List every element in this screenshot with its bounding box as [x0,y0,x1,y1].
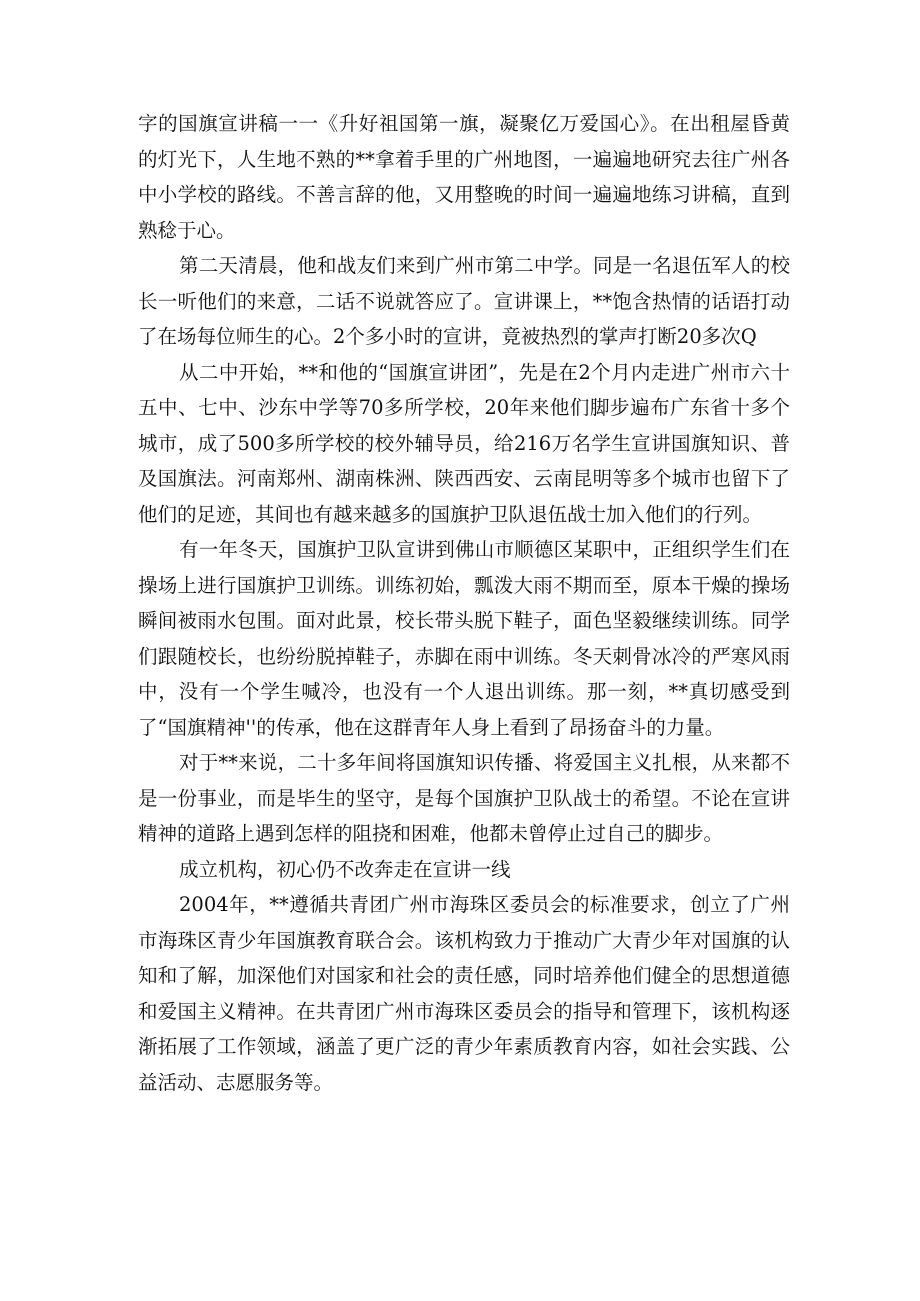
paragraph-1: 字的国旗宣讲稿一一《升好祖国第一旗，凝聚亿万爱国心》。在出租屋昏黄的灯光下，人生地不熟的**拿着手里的广州地图，一遍遍地研究去往广州各中小学校的路线。不善言辞的他，又用整晚的时间一遍遍地练习讲稿，直到熟稔于心。 [138,112,790,242]
section-heading: 成立机构，初心仍不改奔走在宣讲一线 [179,857,511,881]
paragraph-2: 第二天清晨，他和战友们来到广州市第二中学。同是一名退伍军人的校长一听他们的来意，二话不说就答应了。宣讲课上，**饱含热情的话语打动了在场每位师生的心。2个多小时的宣讲，竟被热烈的掌声打断20多次Q [138,254,790,348]
document-page [138,106,790,1100]
paragraph-6: 2004年，**遵循共青团广州市海珠区委员会的标准要求，创立了广州市海珠区青少年国旗教育联合会。该机构致力于推动广大青少年对国旗的认知和了解，加深他们对国家和社会的责任感，同时培养他们健全的思想道德和爱国主义精神。在共青团广州市海珠区委员会的指导和管理下，该机构逐渐拓展了工作领域，涵盖了更广泛的青少年素质教育内容，如社会实践、公益活动、志愿服务等。 [138,893,790,1094]
paragraph-4: 有一年冬天，国旗护卫队宣讲到佛山市顺德区某职中，正组织学生们在操场上进行国旗护卫训练。训练初始，瓢泼大雨不期而至，原本干燥的操场瞬间被雨水包围。面对此景，校长带头脱下鞋子，面色坚毅继续训练。同学们跟随校长，也纷纷脱掉鞋子，赤脚在雨中训练。冬天刺骨冰冷的严寒风雨中，没有一个学生喊冷，也没有一个人退出训练。那一刻，**真切感受到了“国旗精神''的传承，他在这群青年人身上看到了昂扬奋斗的力量。 [138,538,790,739]
paragraph-5: 对于**来说，二十多年间将国旗知识传播、将爱国主义扎根，从来都不是一份事业，而是毕生的坚守，是每个国旗护卫队战士的希望。不论在宣讲精神的道路上遇到怎样的阻挠和困难，他都未曾停止过自己的脚步。 [138,751,790,845]
paragraph-3: 从二中开始，**和他的“国旗宣讲团”，先是在2个月内走进广州市六十五中、七中、沙东中学等70多所学校，20年来他们脚步遍布广东省十多个城市，成了500多所学校的校外辅导员，给216万名学生宣讲国旗知识、普及国旗法。河南郑州、湖南株洲、陕西西安、云南昆明等多个城市也留下了他们的足迹，其间也有越来越多的国旗护卫队退伍战士加入他们的行列。 [138,360,790,526]
